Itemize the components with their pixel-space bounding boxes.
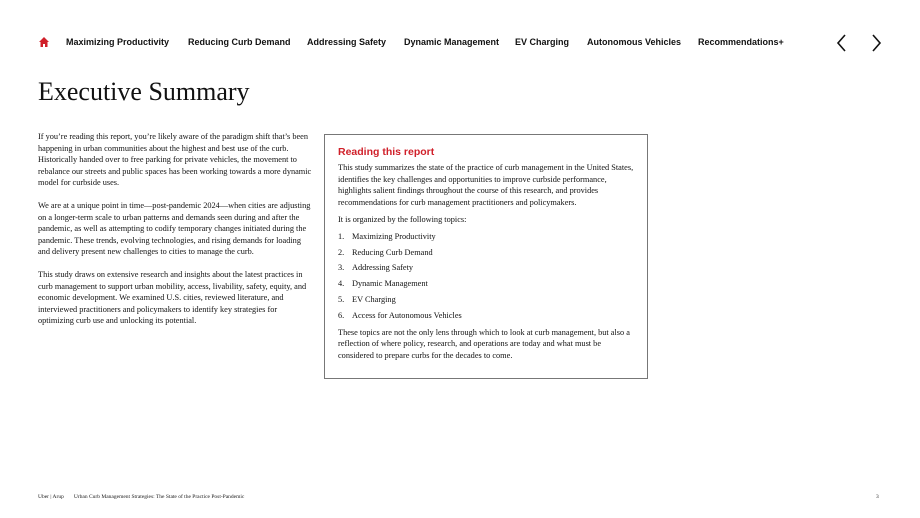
box-title: Reading this report: [338, 146, 435, 158]
topic-number: 3.: [338, 263, 345, 273]
topic-list-item: [338, 278, 634, 290]
topic-label: Reducing Curb Demand: [352, 247, 433, 257]
topic-list-item: [338, 310, 634, 322]
topic-number: 5.: [338, 294, 345, 304]
body-paragraph: This study draws on extensive research and insights about the latest practices in curb management to support urban mobility, access, livability, safety, equity, and economic development. We examined U.S. cities, reviewed literature, and interviewed practitioners and policymakers to identify key strategies for optimizing curb use and unlocking its potential.: [38, 269, 307, 326]
topic-list-item: [338, 294, 634, 306]
topic-number: 2.: [338, 247, 345, 257]
nav-item-recommendations[interactable]: Recommendations+: [698, 37, 784, 47]
top-navigation: [0, 33, 920, 53]
chevron-right-icon[interactable]: [869, 33, 883, 53]
topic-number: 6.: [338, 310, 345, 320]
topic-list: [338, 231, 634, 322]
home-icon[interactable]: [38, 36, 50, 48]
box-closing: These topics are not the only lens through which to look at curb management, but also a reflection of where policy, research, and operations are today and what must be considered to prepare curbs for the decades to come.: [338, 327, 630, 361]
body-paragraph: We are at a unique point in time—post-pandemic 2024—when cities are adjusting on a longer-term scale to urban patterns and demands seen during and after the pandemic, as well as attempting to codify temporary changes initiated during the pandemic. These trends, evolving technologies, and rising demands for loading and delivery present new challenges to cities to manage the curb.: [38, 200, 311, 257]
footer-org: Uber | Arup: [38, 494, 64, 500]
topic-list-item: [338, 262, 634, 274]
chevron-left-icon[interactable]: [835, 33, 849, 53]
box-organized-by: It is organized by the following topics:: [338, 214, 467, 224]
page-title: Executive Summary: [38, 77, 250, 106]
nav-item-addressing-safety[interactable]: Addressing Safety: [307, 37, 387, 47]
topic-label: Access for Autonomous Vehicles: [352, 310, 462, 320]
nav-item-dynamic-management[interactable]: Dynamic Management: [404, 37, 500, 47]
box-intro: This study summarizes the state of the practice of curb management in the United States, identifies the key challenges and opportunities to improve curbside performance, highlights salient findings throughout the course of this research, and provides recommendations for curb management practitioners and policymakers.: [338, 162, 634, 208]
reading-this-report-box: [324, 134, 648, 379]
topic-list-item: [338, 247, 634, 259]
footer: [38, 494, 244, 500]
footer-doc-title: Urban Curb Management Strategies: The State of the Practice Post-Pandemic: [73, 494, 245, 500]
nav-item-autonomous-vehicles[interactable]: Autonomous Vehicles: [587, 37, 682, 47]
nav-item-reducing-curb-demand[interactable]: Reducing Curb Demand: [188, 37, 291, 47]
nav-item-maximizing-productivity[interactable]: Maximizing Productivity: [66, 37, 170, 47]
topic-label: EV Charging: [352, 294, 396, 304]
topic-label: Addressing Safety: [352, 263, 414, 273]
topic-number: 4.: [338, 279, 345, 289]
body-paragraph: If you’re reading this report, you’re likely aware of the paradigm shift that’s been happening in urban communities about the highest and best use of the curb. Historically handed over to free parking for private vehicles, the movement to rebalance our streets and public spaces has been working towards a more dynamic model for curbside uses.: [38, 132, 312, 188]
page-number: 3: [876, 494, 879, 500]
topic-label: Maximizing Productivity: [352, 231, 436, 241]
topic-list-item: [338, 231, 634, 243]
topic-label: Dynamic Management: [352, 279, 428, 289]
nav-item-ev-charging[interactable]: EV Charging: [515, 37, 570, 47]
topic-number: 1.: [338, 231, 345, 241]
body-text-column: [38, 131, 314, 338]
